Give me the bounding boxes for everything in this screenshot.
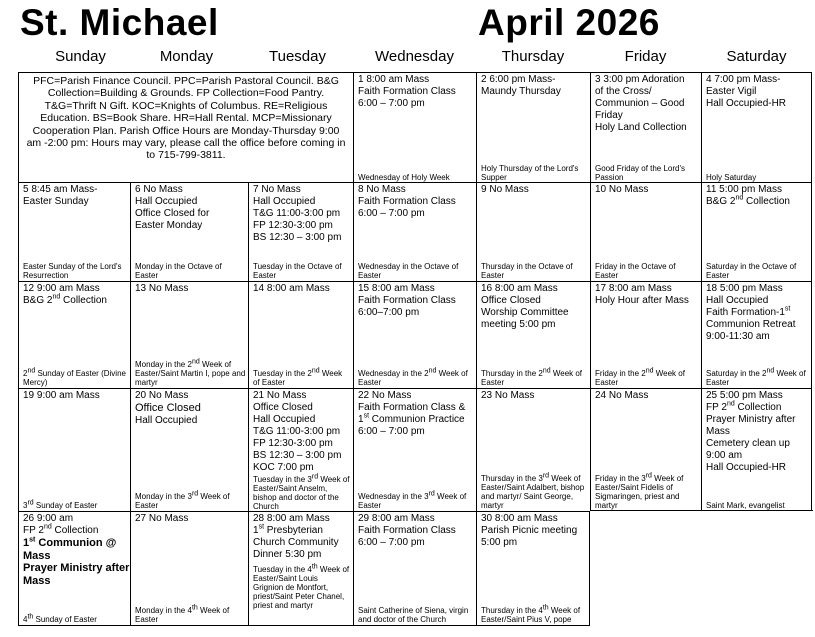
day-9-liturgy: Thursday in the Octave of Easter: [481, 262, 573, 280]
day-17-liturgy: Friday in the 2nd Week of Easter: [595, 367, 685, 387]
day-cell-12: [18, 281, 130, 388]
day-21-line-2: Office Closed: [253, 402, 313, 413]
day-cell-10: [590, 182, 701, 281]
day-cell-24: [590, 388, 701, 511]
day-16-line-4: meeting 5:00 pm: [481, 319, 556, 330]
day-11-liturgy: Saturday in the Octave of Easter: [706, 262, 797, 280]
day-6-line-3: Office Closed for: [135, 208, 210, 219]
day-18-liturgy: Saturday in the 2nd Week of Easter: [706, 367, 806, 387]
day-cell-6: [130, 182, 248, 281]
day-16-liturgy: Thursday in the 2nd Week of Easter: [481, 367, 583, 387]
month-title: April 2026: [478, 2, 660, 43]
day-cell-25: [701, 388, 812, 511]
day-17-line-1: 17 8:00 am Mass: [595, 283, 672, 294]
day-25-line-2: FP 2nd Collection: [706, 400, 782, 413]
day-15-liturgy: Wednesday in the 2nd Week of Easter: [358, 367, 468, 387]
day-7-line-1: 7 No Mass: [253, 184, 301, 195]
day-21-line-4: T&G 11:00-3:00 pm: [253, 426, 341, 437]
day-20-line-3: Hall Occupied: [135, 414, 198, 426]
day-cell-9: [476, 182, 590, 281]
day-26-line-5: Prayer Ministry after: [23, 562, 130, 574]
day-11-line-2: B&G 2nd Collection: [706, 194, 790, 207]
day-22-line-2: Faith Formation Class &: [358, 402, 466, 413]
day-26-line-4: Mass: [23, 549, 51, 562]
day-14-line-1: 14 8:00 am Mass: [253, 283, 330, 294]
day-3-line-5: Holy Land Collection: [595, 122, 687, 133]
day-8-line-2: Faith Formation Class: [358, 196, 456, 207]
day-cell-19: [18, 388, 130, 511]
weekday-tuesday: Tuesday: [269, 48, 326, 65]
day-22-line-3: 1st Communion Practice: [358, 412, 465, 425]
day-6-line-4: Easter Monday: [135, 220, 203, 231]
day-18-line-5: 9:00-11:30 am: [706, 331, 770, 342]
day-cell-15: [353, 281, 476, 388]
day-9-line-1: 9 No Mass: [481, 184, 529, 195]
day-30-line-1: 30 8:00 am Mass: [481, 513, 558, 524]
day-10-line-1: 10 No Mass: [595, 184, 649, 195]
day-15-line-3: 6:00–7:00 pm: [358, 307, 420, 318]
day-23-liturgy: Thursday in the 3rd Week of Easter/Saint Adalbert, bishop and martyr/ Saint George, martyr: [481, 472, 585, 510]
day-22-liturgy: Wednesday in the 3rd Week of Easter: [358, 490, 467, 510]
day-cell-26: [18, 511, 130, 626]
day-4-line-3: Hall Occupied-HR: [706, 98, 787, 109]
day-cell-8: [353, 182, 476, 281]
day-4-liturgy: Holy Saturday: [706, 173, 757, 182]
day-cell-5: [18, 182, 130, 281]
day-15-line-1: 15 8:00 am Mass: [358, 283, 435, 294]
day-30-line-3: 5:00 pm: [481, 537, 518, 548]
day-cell-16: [476, 281, 590, 388]
day-6-line-2: Hall Occupied: [135, 196, 198, 207]
day-2-liturgy: Holy Thursday of the Lord's Supper: [481, 164, 579, 182]
weekday-wednesday: Wednesday: [375, 48, 454, 65]
day-16-line-3: Worship Committee: [481, 307, 569, 318]
day-3-line-4: Friday: [595, 110, 623, 121]
day-15-line-2: Faith Formation Class: [358, 295, 456, 306]
day-cell-11: [701, 182, 812, 281]
day-cell-14: [248, 281, 353, 388]
day-16-line-2: Office Closed: [481, 295, 541, 306]
day-24-line-1: 24 No Mass: [595, 390, 649, 401]
day-22-line-1: 22 No Mass: [358, 390, 412, 401]
day-28-line-1: 28 8:00 am Mass: [253, 513, 330, 524]
day-16-line-1: 16 8:00 am Mass: [481, 283, 558, 294]
day-27-line-1: 27 No Mass: [135, 513, 189, 524]
legend-text: PFC=Parish Finance Council. PPC=Parish Pastoral Council. B&G Collection=Building & Grounds. FP Collection=Food Pantry. T&G=Thrift N Gift. KOC=Knights of Columbus. RE=Religious Education. BS=Book Share. HR=Hall Rental. MCP=Missionary Cooperation Plan. Parish Office Hours are Monday-Thursday 9:00 am -2:00 pm: Hours may vary, please call the office before coming in to 715-799-3811.: [26, 75, 346, 162]
day-8-line-1: 8 No Mass: [358, 184, 406, 195]
day-17-line-2: Holy Hour after Mass: [595, 295, 689, 306]
weekday-thursday: Thursday: [501, 48, 565, 65]
day-cell-27: [130, 511, 248, 626]
parish-title: St. Michael: [20, 2, 219, 43]
day-29-line-2: Faith Formation Class: [358, 525, 456, 536]
day-18-line-2: Hall Occupied: [706, 295, 769, 306]
day-21-line-6: BS 12:30 – 3:00 pm: [253, 450, 342, 461]
day-cell-22: [353, 388, 476, 511]
day-3-line-2: of the Cross/: [595, 86, 652, 97]
day-12-line-1: 12 9:00 am Mass: [23, 283, 100, 294]
day-4-line-2: Easter Vigil: [706, 86, 757, 97]
day-cell-18: [701, 281, 812, 388]
weekday-friday: Friday: [624, 48, 667, 65]
day-20-line-2: Office Closed: [135, 402, 201, 414]
day-11-line-1: 11 5:00 pm Mass: [706, 184, 782, 195]
day-cell-4: [701, 72, 812, 183]
weekday-sunday: Sunday: [55, 48, 106, 65]
day-19-line-1: 19 9:00 am Mass: [23, 390, 100, 401]
day-8-line-3: 6:00 – 7:00 pm: [358, 208, 425, 219]
day-19-liturgy: 3rd Sunday of Easter: [23, 499, 98, 510]
day-6-line-1: 6 No Mass: [135, 184, 183, 195]
day-2-line-2: Maundy Thursday: [481, 86, 561, 97]
day-25-line-6: 9:00 am: [706, 450, 743, 461]
day-26-liturgy: 4th Sunday of Easter: [23, 613, 97, 624]
day-28-line-2: 1st Presbyterian: [253, 523, 323, 536]
day-26-line-3: 1st Communion @: [23, 536, 117, 549]
day-14-liturgy: Tuesday in the 2nd Week of Easter: [253, 367, 343, 387]
day-26-line-6: Mass: [23, 574, 51, 587]
day-20-liturgy: Monday in the 3rd Week of Easter: [135, 490, 230, 510]
day-21-line-5: FP 12:30-3:00 pm: [253, 438, 333, 449]
day-cell-30: [476, 511, 590, 626]
day-cell-21: [248, 388, 353, 511]
day-4-line-1: 4 7:00 pm Mass-: [706, 74, 781, 85]
day-5-line-2: Easter Sunday: [23, 196, 89, 207]
day-25-line-4: Mass: [706, 426, 730, 437]
weekday-header: [19, 48, 812, 68]
day-cell-28: [248, 511, 353, 626]
day-21-line-7: KOC 7:00 pm: [253, 462, 314, 473]
day-cell-13: [130, 281, 248, 388]
day-2-line-1: 2 6:00 pm Mass-: [481, 74, 556, 85]
day-25-line-3: Prayer Ministry after: [706, 414, 796, 425]
day-cell-20: [130, 388, 248, 511]
day-18-line-3: Faith Formation-1st: [706, 305, 791, 318]
day-7-liturgy: Tuesday in the Octave of Easter: [253, 262, 342, 280]
day-1-line-1: 1 8:00 am Mass: [358, 74, 430, 85]
day-7-line-3: T&G 11:00-3:00 pm: [253, 208, 341, 219]
day-cell-23: [476, 388, 590, 511]
day-7-line-5: BS 12:30 – 3:00 pm: [253, 232, 342, 243]
day-1-liturgy: Wednesday of Holy Week: [358, 173, 450, 182]
day-25-line-5: Cemetery clean up: [706, 438, 790, 449]
grid-bottom-border: [590, 510, 813, 511]
day-12-liturgy: 2nd Sunday of Easter (Divine Mercy): [23, 367, 126, 387]
day-18-line-4: Communion Retreat: [706, 319, 796, 330]
day-cell-29: [353, 511, 476, 626]
day-13-line-1: 13 No Mass: [135, 283, 189, 294]
weekday-saturday: Saturday: [726, 48, 787, 65]
day-1-line-2: Faith Formation Class: [358, 86, 456, 97]
day-cell-3: [590, 72, 701, 183]
day-28-line-4: Dinner 5:30 pm: [253, 549, 322, 560]
day-25-liturgy: Saint Mark, evangelist: [706, 501, 785, 510]
day-10-liturgy: Friday in the Octave of Easter: [595, 262, 676, 280]
day-18-line-1: 18 5:00 pm Mass: [706, 283, 783, 294]
day-29-line-3: 6:00 – 7:00 pm: [358, 537, 425, 548]
day-1-line-3: 6:00 – 7:00 pm: [358, 98, 425, 109]
day-25-line-7: Hall Occupied-HR: [706, 462, 787, 473]
day-7-line-2: Hall Occupied: [253, 196, 316, 207]
day-26-line-2: FP 2nd Collection: [23, 523, 99, 536]
day-21-line-1: 21 No Mass: [253, 390, 307, 401]
day-20-line-1: 20 No Mass: [135, 390, 189, 401]
day-cell-2: [476, 72, 590, 183]
day-29-line-1: 29 8:00 am Mass: [358, 513, 435, 524]
day-3-line-1: 3 3:00 pm Adoration: [595, 74, 685, 85]
day-29-liturgy: Saint Catherine of Siena, virgin and doctor of the Church: [358, 606, 469, 624]
day-21-line-3: Hall Occupied: [253, 414, 316, 425]
day-27-liturgy: Monday in the 4th Week of Easter: [135, 604, 230, 624]
day-23-line-1: 23 No Mass: [481, 390, 535, 401]
day-13-liturgy: Monday in the 2nd Week of Easter/Saint Martin I, pope and martyr: [135, 358, 246, 387]
weekday-monday: Monday: [159, 48, 214, 65]
day-30-line-2: Parish Picnic meeting: [481, 525, 578, 536]
day-21-liturgy: Tuesday in the 3rd Week of Easter/Saint Anselm, bishop and doctor of the Church: [253, 473, 350, 511]
day-5-line-1: 5 8:45 am Mass-: [23, 184, 98, 195]
day-cell-7: [248, 182, 353, 281]
day-3-liturgy: Good Friday of the Lord's Passion: [595, 164, 686, 182]
day-8-liturgy: Wednesday in the Octave of Easter: [358, 262, 459, 280]
day-28-liturgy: Tuesday in the 4th Week of Easter/Saint Louis Grignion de Montfort, priest/Saint Peter Chanel, priest and martyr: [253, 563, 350, 610]
legend-box: [18, 72, 354, 183]
day-24-liturgy: Friday in the 3rd Week of Easter/Saint Fidelis of Sigmaringen, priest and martyr: [595, 472, 684, 510]
day-cell-17: [590, 281, 701, 388]
day-3-line-3: Communion – Good: [595, 98, 685, 109]
day-28-line-3: Church Community: [253, 537, 339, 548]
day-12-line-2: B&G 2nd Collection: [23, 293, 107, 306]
day-6-liturgy: Monday in the Octave of Easter: [135, 262, 222, 280]
day-cell-1: [353, 72, 476, 183]
day-26-line-1: 26 9:00 am: [23, 513, 74, 524]
day-22-line-4: 6:00 – 7:00 pm: [358, 426, 425, 437]
day-5-liturgy: Easter Sunday of the Lord's Resurrection: [23, 262, 122, 280]
day-7-line-4: FP 12:30-3:00 pm: [253, 220, 333, 231]
day-30-liturgy: Thursday in the 4th Week of Easter/Saint Pius V, pope: [481, 604, 581, 624]
day-25-line-1: 25 5:00 pm Mass: [706, 390, 783, 401]
